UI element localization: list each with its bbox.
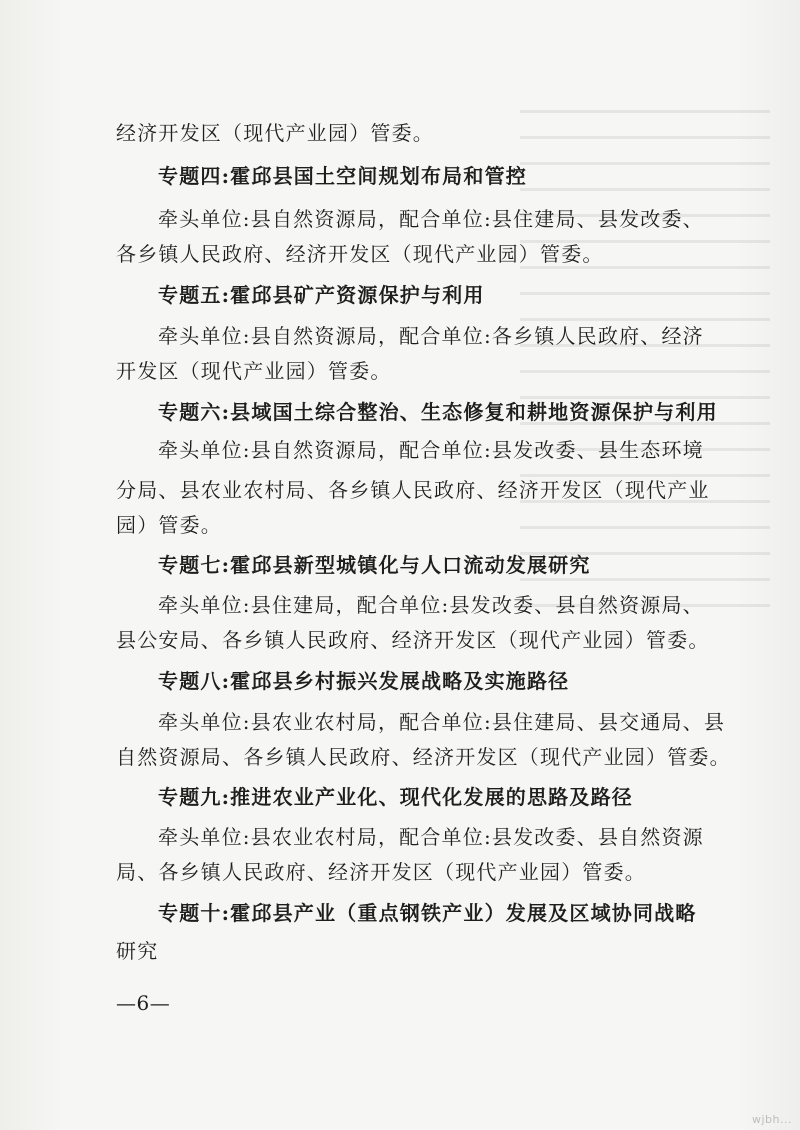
text-line: 开发区（现代产业园）管委。 [116, 359, 392, 383]
text-line: 牵头单位:县住建局，配合单位:县发改委、县自然资源局、 [158, 593, 704, 617]
text-line: 局、各乡镇人民政府、经济开发区（现代产业园）管委。 [116, 860, 646, 884]
text-line: 分局、县农业农村局、各乡镇人民政府、经济开发区（现代产业 [116, 478, 710, 502]
text-line: 园）管委。 [116, 513, 222, 537]
text-line: 牵头单位:县农业农村局，配合单位:县发改委、县自然资源 [158, 825, 704, 849]
text-line: 牵头单位:县自然资源局，配合单位:县发改委、县生态环境 [158, 438, 704, 462]
text-line: 牵头单位:县农业农村局，配合单位:县住建局、县交通局、县 [158, 710, 726, 734]
text-line: 各乡镇人民政府、经济开发区（现代产业园）管委。 [116, 242, 604, 266]
topic-heading-5: 专题五:霍邱县矿产资源保护与利用 [158, 283, 485, 307]
topic-heading-8: 专题八:霍邱县乡村振兴发展战略及实施路径 [158, 669, 570, 693]
text-line: 自然资源局、各乡镇人民政府、经济开发区（现代产业园）管委。 [116, 745, 731, 769]
text-line: 牵头单位:县自然资源局，配合单位:县住建局、县发改委、 [158, 207, 704, 231]
text-line: 经济开发区（现代产业园）管委。 [116, 121, 434, 145]
watermark: wjbh... [752, 1113, 792, 1126]
page-number: —6— [116, 991, 171, 1015]
topic-heading-9: 专题九:推进农业产业化、现代化发展的思路及路径 [158, 785, 633, 809]
topic-heading-4: 专题四:霍邱县国土空间规划布局和管控 [158, 164, 527, 188]
text-line: 牵头单位:县自然资源局，配合单位:各乡镇人民政府、经济 [158, 324, 704, 348]
topic-heading-10: 专题十:霍邱县产业（重点钢铁产业）发展及区域协同战略 [158, 901, 697, 925]
text-line: 研究 [116, 939, 159, 963]
topic-heading-6: 专题六:县域国土综合整治、生态修复和耕地资源保护与利用 [158, 400, 718, 424]
topic-heading-7: 专题七:霍邱县新型城镇化与人口流动发展研究 [158, 553, 591, 577]
text-line: 县公安局、各乡镇人民政府、经济开发区（现代产业园）管委。 [116, 628, 710, 652]
